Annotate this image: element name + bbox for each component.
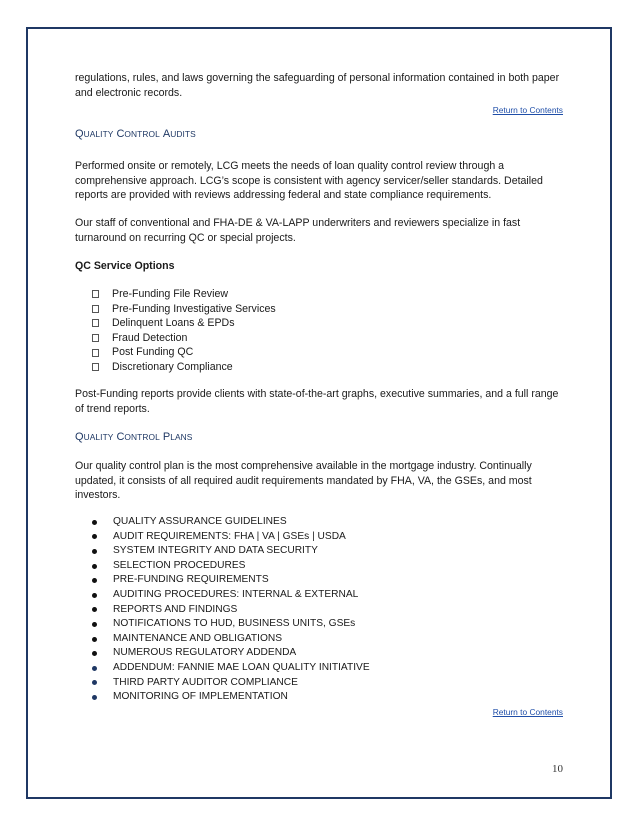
section-heading-quality-control-plans: QUALITY CONTROL PLANS bbox=[75, 431, 193, 443]
square-bullet-icon bbox=[92, 305, 99, 313]
list-item: NUMEROUS REGULATORY ADDENDA bbox=[92, 646, 370, 661]
paragraph-audits bbox=[75, 159, 563, 203]
bullet-icon bbox=[92, 666, 97, 671]
paragraph-line: Our staff of conventional and FHA-DE & VA-LAPP underwriters and reviewers specialize in fast bbox=[75, 217, 521, 229]
bullet-icon bbox=[92, 520, 97, 525]
square-bullet-icon bbox=[92, 363, 99, 371]
paragraph-line: and electronic records. bbox=[75, 86, 183, 99]
qc-service-options-list bbox=[92, 287, 276, 375]
paragraph-line: of trend reports. bbox=[75, 402, 150, 415]
list-item: Pre-Funding File Review bbox=[92, 287, 276, 302]
return-to-contents-link[interactable]: Return to Contents bbox=[492, 707, 563, 717]
list-item: Discretionary Compliance bbox=[92, 360, 276, 375]
paragraph-post-funding bbox=[75, 387, 563, 416]
list-item: SYSTEM INTEGRITY AND DATA SECURITY bbox=[92, 544, 370, 559]
paragraph-line: reports are provided with reviews addressing federal and state compliance requirements. bbox=[75, 189, 492, 202]
bullet-icon bbox=[92, 534, 97, 539]
paragraph-line: investors. bbox=[75, 489, 121, 502]
paragraph-line: Our quality control plan is the most comprehensive available in the mortgage industry. Continually bbox=[75, 460, 532, 472]
list-item: ADDENDUM: FANNIE MAE LOAN QUALITY INITIATIVE bbox=[92, 661, 370, 676]
return-to-contents-link[interactable]: Return to Contents bbox=[492, 105, 563, 115]
list-item: AUDIT REQUIREMENTS: FHA | VA | GSEs | USDA bbox=[92, 530, 370, 545]
list-item: MONITORING OF IMPLEMENTATION bbox=[92, 690, 370, 705]
square-bullet-icon bbox=[92, 319, 99, 327]
bullet-icon bbox=[92, 680, 97, 685]
square-bullet-icon bbox=[92, 349, 99, 357]
list-item: Delinquent Loans & EPDs bbox=[92, 316, 276, 331]
paragraph-line: Performed onsite or remotely, LCG meets the needs of loan quality control review through a bbox=[75, 160, 505, 172]
list-item: PRE-FUNDING REQUIREMENTS bbox=[92, 573, 370, 588]
section-heading-quality-control-audits: QUALITY CONTROL AUDITS bbox=[75, 128, 196, 140]
list-item: THIRD PARTY AUDITOR COMPLIANCE bbox=[92, 676, 370, 691]
list-item: Pre-Funding Investigative Services bbox=[92, 302, 276, 317]
bullet-icon bbox=[92, 651, 97, 656]
bullet-icon bbox=[92, 578, 97, 583]
paragraph-intro bbox=[75, 71, 563, 100]
bullet-icon bbox=[92, 607, 97, 612]
list-item: AUDITING PROCEDURES: INTERNAL & EXTERNAL bbox=[92, 588, 370, 603]
list-item: Fraud Detection bbox=[92, 331, 276, 346]
paragraph-line: updated, it consists of all required audit requirements mandated by FHA, VA, the GSEs, and most bbox=[75, 474, 532, 487]
paragraph-line: Post-Funding reports provide clients with state-of-the-art graphs, executive summaries, and a full range bbox=[75, 388, 559, 400]
paragraph-staff bbox=[75, 216, 563, 245]
bullet-icon bbox=[92, 593, 97, 598]
list-item: MAINTENANCE AND OBLIGATIONS bbox=[92, 632, 370, 647]
bullet-icon bbox=[92, 637, 97, 642]
paragraph-line: comprehensive approach. LCG’s scope is consistent with agency servicer/seller standards. Detailed bbox=[75, 174, 543, 187]
list-item: REPORTS AND FINDINGS bbox=[92, 603, 370, 618]
qc-service-options-title: QC Service Options bbox=[75, 260, 175, 272]
list-item: Post Funding QC bbox=[92, 345, 276, 360]
list-item: NOTIFICATIONS TO HUD, BUSINESS UNITS, GSEs bbox=[92, 617, 370, 632]
bullet-icon bbox=[92, 549, 97, 554]
bullet-icon bbox=[92, 622, 97, 627]
square-bullet-icon bbox=[92, 290, 99, 298]
list-item: QUALITY ASSURANCE GUIDELINES bbox=[92, 515, 370, 530]
bullet-icon bbox=[92, 695, 97, 700]
list-item: SELECTION PROCEDURES bbox=[92, 559, 370, 574]
paragraph-plans bbox=[75, 459, 563, 503]
paragraph-line: regulations, rules, and laws governing the safeguarding of personal information contained in both paper bbox=[75, 72, 560, 84]
page-number: 10 bbox=[552, 763, 563, 775]
square-bullet-icon bbox=[92, 334, 99, 342]
bullet-icon bbox=[92, 564, 97, 569]
paragraph-line: turnaround on recurring QC or special projects. bbox=[75, 231, 296, 244]
plan-requirements-list bbox=[92, 515, 370, 705]
